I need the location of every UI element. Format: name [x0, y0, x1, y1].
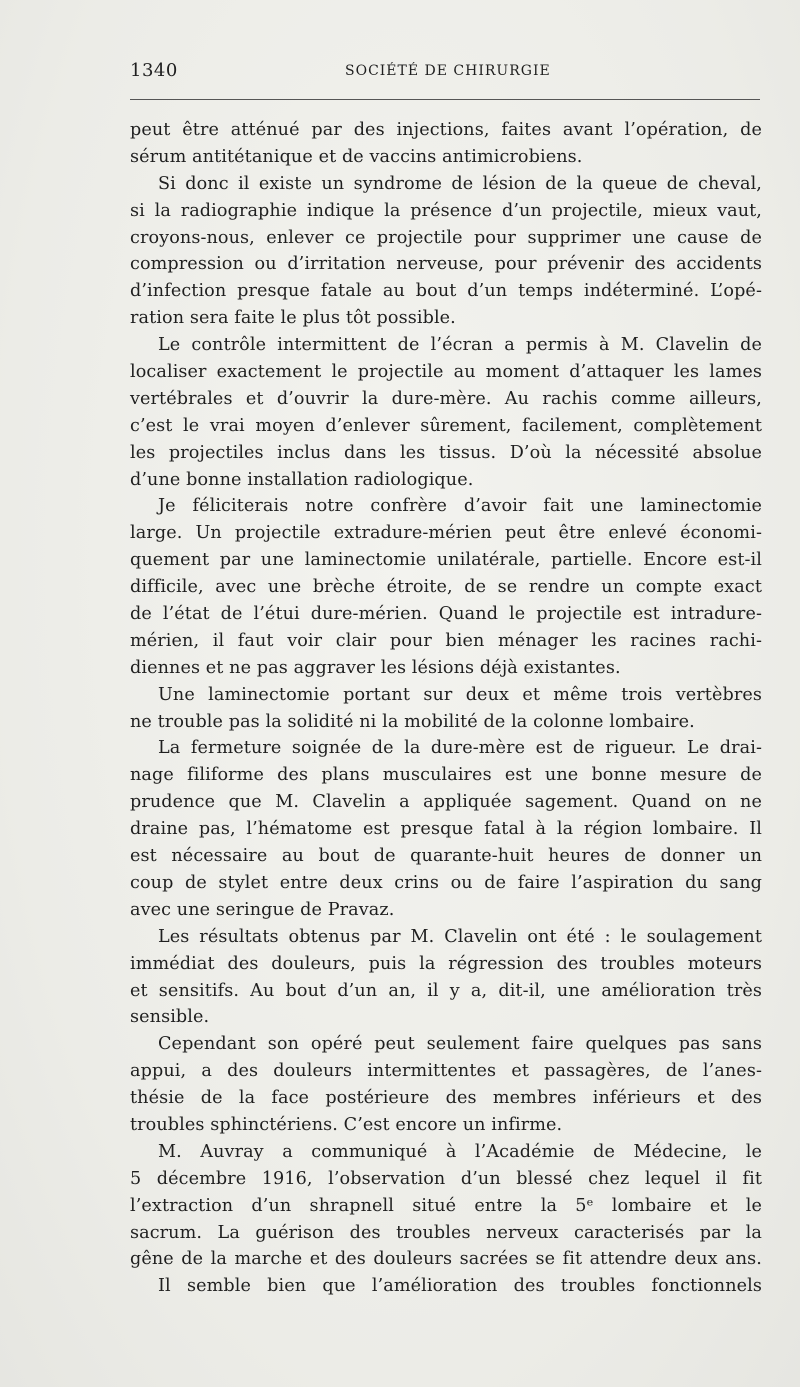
text-line: si la radiographie indique la présence d’un projectile, mieux vaut,: [130, 200, 762, 221]
text-line: Il semble bien que l’amélioration des troubles fonctionnels: [158, 1276, 762, 1297]
text-line: large. Un projectile extradure-mérien peut être enlevé économi-: [130, 523, 762, 544]
text-line: quement par une laminectomie unilatérale, partielle. Encore est-il: [130, 550, 762, 571]
text-line: coup de stylet entre deux crins ou de faire l’aspiration du sang: [130, 872, 762, 893]
text-line: draine pas, l’hématome est presque fatal à la région lombaire. Il: [130, 819, 762, 840]
text-line: sacrum. La guérison des troubles nerveux caracterisés par la: [130, 1222, 762, 1243]
text-line: M. Auvray a communiqué à l’Académie de Médecine, le: [158, 1141, 762, 1162]
text-line: La fermeture soignée de la dure-mère est de rigueur. Le drai-: [158, 738, 762, 759]
text-line: nage filiforme des plans musculaires est une bonne mesure de: [130, 765, 762, 786]
page-header: [130, 60, 760, 90]
text-line: immédiat des douleurs, puis la régression des troubles moteurs: [130, 953, 762, 974]
text-line: Cependant son opéré peut seulement faire quelques pas sans: [158, 1034, 762, 1055]
text-line: d’infection presque fatale au bout d’un temps indéterminé. L’opé-: [130, 281, 762, 302]
body-text: [130, 117, 762, 1300]
text-line: ration sera faite le plus tôt possible.: [130, 308, 456, 329]
text-line: localiser exactement le projectile au moment d’attaquer les lames: [130, 362, 762, 383]
text-line: Si donc il existe un syndrome de lésion de la queue de cheval,: [158, 173, 762, 194]
text-line: avec une seringue de Pravaz.: [130, 899, 395, 920]
text-line: croyons-nous, enlever ce projectile pour supprimer une cause de: [130, 227, 762, 248]
text-line: gêne de la marche et des douleurs sacrées se fit attendre deux ans.: [130, 1249, 762, 1270]
text-line: c’est le vrai moyen d’enlever sûrement, facilement, complètement: [130, 415, 762, 436]
page-number: 1340: [130, 60, 178, 81]
text-line: d’une bonne installation radiologique.: [130, 469, 474, 490]
text-line: sensible.: [130, 1007, 210, 1028]
text-line: ne trouble pas la solidité ni la mobilité de la colonne lombaire.: [130, 711, 695, 732]
text-line: diennes et ne pas aggraver les lésions déjà existantes.: [130, 657, 621, 678]
text-line: Le contrôle intermittent de l’écran a permis à M. Clavelin de: [158, 335, 762, 356]
text-line: prudence que M. Clavelin a appliquée sagement. Quand on ne: [130, 792, 762, 813]
text-line: sérum antitétanique et de vaccins antimicrobiens.: [130, 146, 583, 167]
header-rule: [130, 99, 760, 100]
text-line: peut être atténué par des injections, faites avant l’opération, de: [130, 120, 762, 140]
text-line: vertébrales et d’ouvrir la dure-mère. Au rachis comme ailleurs,: [130, 388, 762, 409]
text-line: thésie de la face postérieure des membres inférieurs et des: [130, 1088, 762, 1109]
text-line: Une laminectomie portant sur deux et même trois vertèbres: [158, 684, 762, 705]
text-line: compression ou d’irritation nerveuse, pour prévenir des accidents: [130, 254, 762, 275]
text-line: Les résultats obtenus par M. Clavelin ont été : le soulagement: [158, 926, 762, 947]
text-line: difficile, avec une brèche étroite, de se rendre un compte exact: [130, 577, 762, 598]
text-line: est nécessaire au bout de quarante-huit heures de donner un: [130, 846, 762, 867]
text-line: de l’état de l’étui dure-mérien. Quand le projectile est intradure-: [130, 604, 762, 625]
text-line: appui, a des douleurs intermittentes et passagères, de l’anes-: [130, 1061, 762, 1082]
text-line: les projectiles inclus dans les tissus. D’où la nécessité absolue: [130, 442, 762, 463]
text-line: Je féliciterais notre confrère d’avoir fait une laminectomie: [158, 496, 762, 517]
text-line: l’extraction d’un shrapnell situé entre la 5ᵉ lombaire et le: [130, 1195, 762, 1216]
text-line: troubles sphinctériens. C’est encore un infirme.: [130, 1114, 563, 1135]
text-line: et sensitifs. Au bout d’un an, il y a, dit-il, une amélioration très: [130, 980, 762, 1001]
running-title: SOCIÉTÉ DE CHIRURGIE: [345, 63, 551, 79]
text-line: mérien, il faut voir clair pour bien ménager les racines rachi-: [130, 630, 762, 651]
text-line: 5 décembre 1916, l’observation d’un blessé chez lequel il fit: [130, 1168, 762, 1189]
